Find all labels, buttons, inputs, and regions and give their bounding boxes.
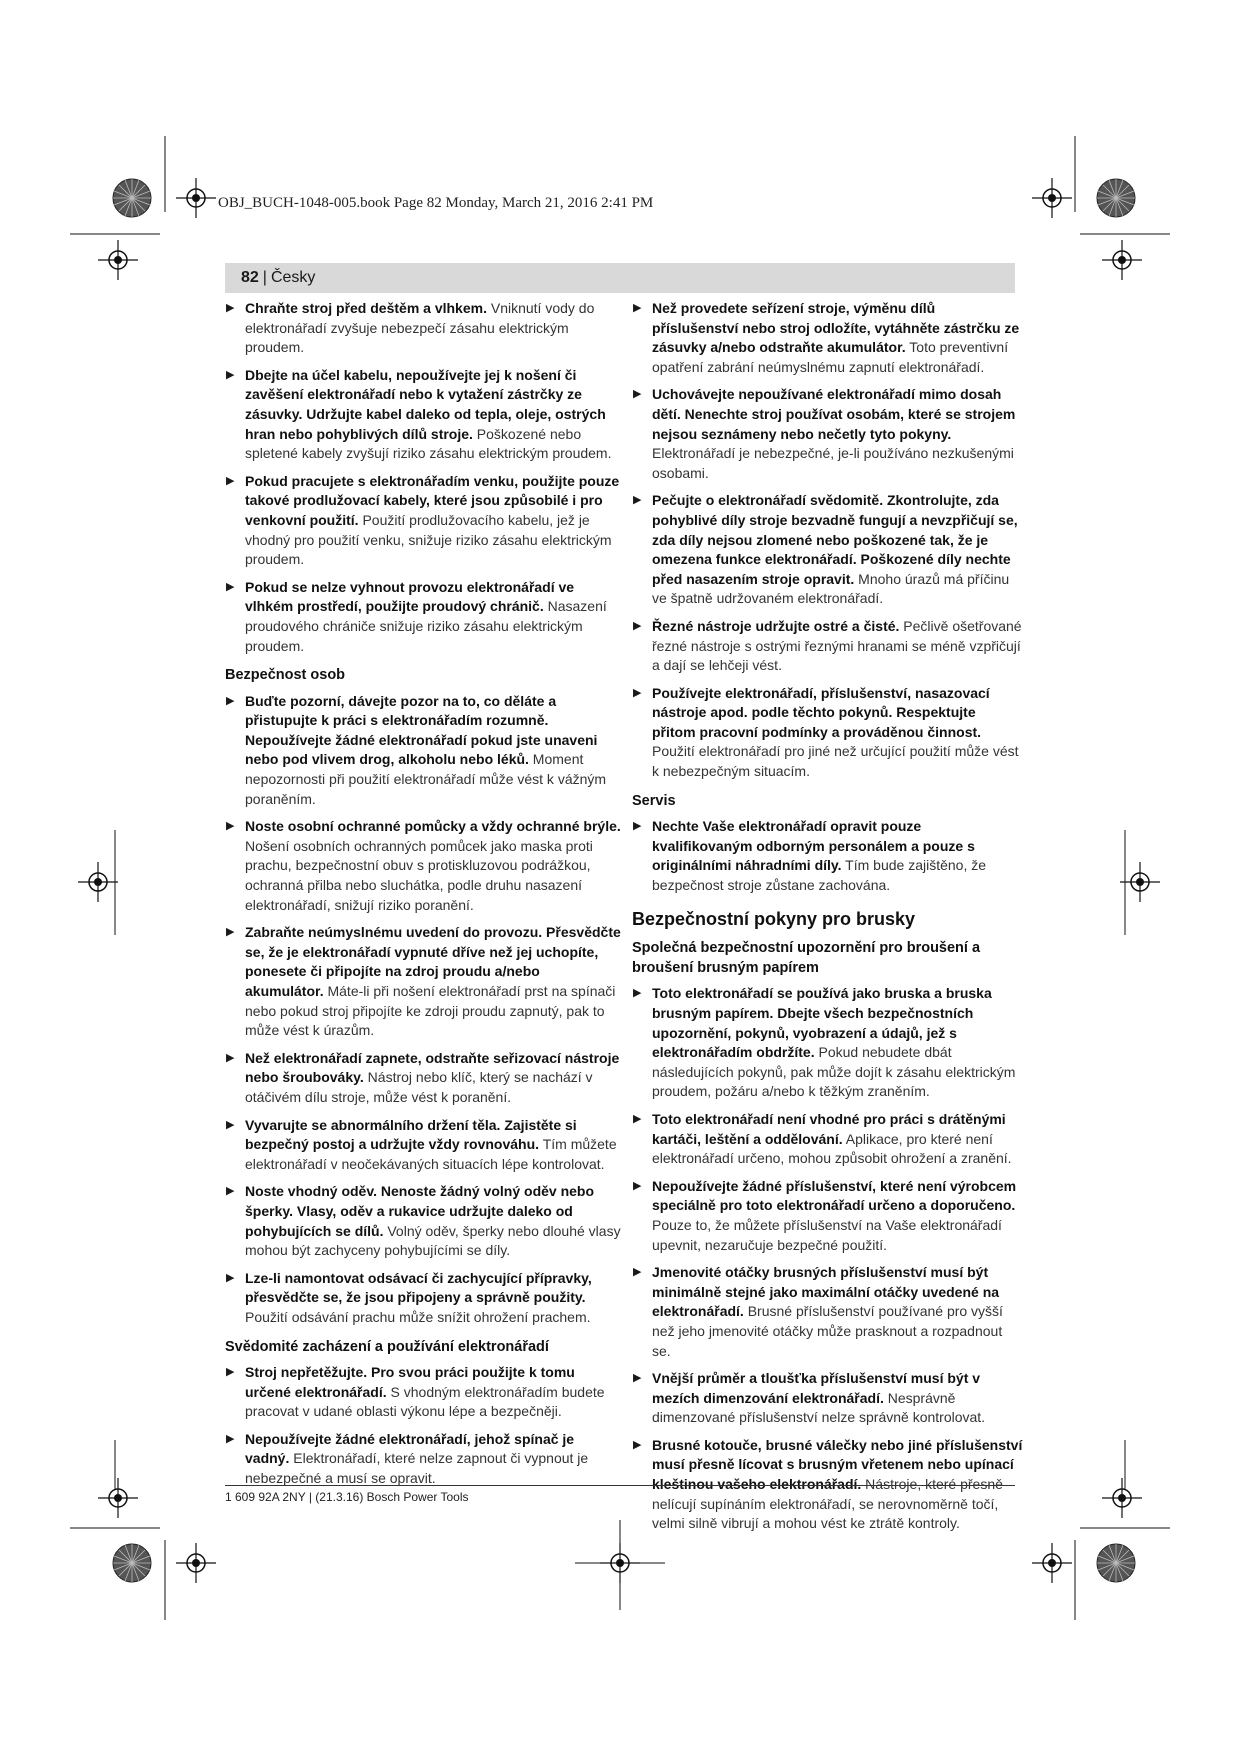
safety-instruction (225, 1116, 621, 1175)
instruction-bold: Pokud pracujete s elektronářadím venku, použijte pouze takové prodlužovací kabely, které jsou způsobilé i pro venkovní použití. (245, 472, 620, 528)
registration-cross-icon (1102, 1478, 1142, 1518)
instruction-text: S vhodným elektronářadím budete pracovat v udané oblasti výkonu lépe a bezpečněji. (245, 1383, 605, 1420)
instruction-text: Nástroj nebo klíč, který se nachází v otáčivém dílu stroje, může vést k poranění. (245, 1069, 593, 1105)
section-title-grinders: Bezpečnostní pokyny pro brusky (632, 908, 916, 929)
instruction-text: Tím můžete elektronářadí v neočekávaných situacích lépe kontrolovat. (245, 1136, 617, 1172)
instruction-text: Nasazení proudového chrániče snižuje riziko zásahu elektrickým proudem. (245, 598, 607, 654)
safety-instruction (225, 1182, 621, 1260)
left-items-tool-use (225, 1363, 621, 1489)
right-items-tool-use (632, 299, 1023, 782)
safety-instruction (632, 1263, 1023, 1361)
instruction-bold: Stroj nepřetěžujte. Pro svou práci použijte k tomu určené elektronářadí. (245, 1364, 575, 1400)
safety-instruction (632, 984, 1023, 1102)
instruction-text: Nošení osobních ochranných pomůcek jako maska proti prachu, bezpečnostní obuv s protiskluzovou podrážkou, ochranná přilba nebo sluchátka, podle druhu nasazení elektronářadí, snižují riziko poranění. (245, 837, 593, 913)
right-items-service (632, 817, 1023, 895)
instruction-bold: Lze-li namontovat odsávací či zachycující přípravky, přesvědčte se, že jsou připojeny a správně použity. (245, 1269, 592, 1306)
safety-instruction (225, 817, 621, 915)
instruction-text: Nesprávně dimenzované příslušenství nelze správně kontrolovat. (652, 1389, 986, 1426)
left-items-general (225, 299, 621, 656)
instruction-text: Nástroje, které přesně nelícují supínáním elektronářadí, se nerovnoměrně točí, velmi silně vibrují a mohou vést ke ztrátě kontroly. (652, 1476, 1003, 1532)
safety-instruction (632, 1177, 1023, 1255)
safety-instruction (632, 299, 1023, 377)
instruction-bold: Nepoužívejte žádné příslušenství, které není výrobcem speciálně pro toto elektronářadí určeno a doporučeno. (652, 1177, 1017, 1214)
safety-instruction (632, 385, 1023, 483)
header-language: Česky (270, 269, 316, 286)
safety-instruction (225, 299, 621, 358)
instruction-bold: Než provedete seřízení stroje, výměnu dílů příslušenství nebo stroj odložíte, vytáhněte zástrčku ze zásuvky a/nebo odstraňte akumulátor. (652, 300, 1020, 356)
registration-cross-icon (176, 1543, 216, 1583)
page-header (225, 263, 1015, 293)
instruction-bold: Dbejte na účel kabelu, nepoužívejte jej k nošení či zavěšení elektronářadí nebo k vytažení zástrčky ze zásuvky. Udržujte kabel daleko od tepla, oleje, ostrých hran nebo pohyblivých dílů stroje. (245, 366, 606, 442)
safety-instruction (632, 1369, 1023, 1428)
safety-instruction (225, 923, 621, 1041)
safety-instruction (225, 366, 621, 464)
registration-cross-icon (1032, 1543, 1072, 1583)
safety-instruction (225, 578, 621, 656)
heading-tool-use: Svědomité zacházení a používání elektronářadí (225, 1338, 549, 1355)
safety-instruction (632, 1110, 1023, 1169)
instruction-bold: Než elektronářadí zapnete, odstraňte seřizovací nástroje nebo šroubováky. (245, 1049, 620, 1086)
registration-cross-icon (176, 178, 216, 218)
instruction-bold: Noste osobní ochranné pomůcky a vždy ochranné brýle. (245, 818, 621, 835)
safety-instruction (632, 684, 1023, 782)
instruction-bold: Pečujte o elektronářadí svědomitě. Zkontrolujte, zda pohyblivé díly stroje bezvadně fungují a nevzpřičují se, zda díly nejsou zlomené nebo poškozené tak, že je omezena funkce elektronářadí. Poškozené díly nechte před nasazením stroje opravit. (652, 492, 1018, 587)
instruction-bold: Jmenovité otáčky brusných příslušenství musí být minimálně stejné jako maximální otáčky uvedené na elektronářadí. (652, 1264, 1000, 1320)
registration-cross-icon (78, 862, 118, 902)
footer-rule (225, 1485, 1015, 1486)
instruction-text: Moment nepozornosti při použití elektronářadí může vést k vážným poraněním. (245, 751, 607, 807)
instruction-bold: Noste vhodný oděv. Nenoste žádný volný oděv nebo šperky. Vlasy, oděv a rukavice udržujte daleko od pohybujících se dílů. (245, 1183, 595, 1239)
safety-instruction (225, 1049, 621, 1108)
registration-cross-icon (1102, 240, 1142, 280)
instruction-text: Pečlivě ošetřované řezné nástroje s ostrými řeznými hranami se méně vzpřičují a dají se lehčeji vést. (652, 617, 1022, 674)
heading-common-warnings: Společná bezpečnostní upozornění pro broušení a broušení brusným papírem (632, 940, 981, 976)
safety-instruction (225, 472, 621, 570)
instruction-bold: Vnější průměr a tloušťka příslušenství musí být v mezích dimenzování elektronářadí. (652, 1370, 981, 1406)
left-column (225, 299, 621, 1497)
instruction-text: Máte-li při nošení elektronářadí prst na spínači nebo pokud stroj připojíte ke zdroji proudu zapnutý, pak to může vést k úrazům. (245, 983, 616, 1039)
instruction-text: Pouze to, že můžete příslušenství na Vaše elektronářadí upevnit, nezaručuje bezpečné použití. (652, 1216, 1002, 1253)
instruction-text: Použití elektronářadí pro jiné než určující použití může vést k nebezpečným situacím. (652, 743, 1019, 780)
instruction-text: Brusné příslušenství používané pro vyšší než jeho jmenovité otáčky může prasknout a rozpadnout se. (652, 1303, 1003, 1359)
instruction-text: Vniknutí vody do elektronářadí zvyšuje nebezpečí zásahu elektrickým proudem. (245, 300, 595, 356)
heading-service: Servis (632, 792, 676, 809)
instruction-bold: Pokud se nelze vyhnout provozu elektronářadí ve vlhkém prostředí, použijte proudový chránič. (245, 578, 575, 615)
instruction-text: Poškozené nebo spletené kabely zvyšují riziko zásahu elektrickým proudem. (245, 425, 612, 462)
footer-text: 1 609 92A 2NY | (21.3.16) Bosch Power Tools (225, 1490, 469, 1504)
registration-cross-icon (98, 240, 138, 280)
safety-instruction (632, 817, 1023, 895)
registration-cross-icon (1120, 862, 1160, 902)
instruction-text: Použití odsávání prachu může snížit ohrožení prachem. (245, 1308, 591, 1325)
left-items-personal-safety (225, 692, 621, 1328)
registration-wheel-icon (113, 1544, 151, 1582)
instruction-text: Mnoho úrazů má příčinu ve špatně udržovaném elektronářadí. (652, 570, 1010, 607)
safety-instruction (632, 491, 1023, 609)
instruction-bold: Řezné nástroje udržujte ostré a čisté. (652, 617, 900, 634)
header-separator: | (262, 269, 267, 286)
instruction-bold: Brusné kotouče, brusné válečky nebo jiné příslušenství musí přesně lícovat s brusným vřetenem nebo upínací kleštinou vašeho elektronářadí. (652, 1436, 1023, 1493)
instruction-text: Elektronářadí je nebezpečné, je-li používáno nezkušenými osobami. (652, 445, 1014, 481)
safety-instruction (225, 692, 621, 810)
print-info-line: OBJ_BUCH-1048-005.book Page 82 Monday, March 21, 2016 2:41 PM (218, 195, 654, 211)
instruction-text: Aplikace, pro které není elektronářadí určeno, mohou způsobit ohrožení a zranění. (652, 1130, 1012, 1167)
instruction-text: Toto preventivní opatření zabrání neúmyslnému zapnutí elektronářadí. (652, 339, 1009, 375)
safety-instruction (225, 1430, 621, 1489)
instruction-text: Tím bude zajištěno, že bezpečnost stroje zůstane zachována. (652, 857, 987, 894)
instruction-bold: Buďte pozorní, dávejte pozor na to, co děláte a přistupujte k práci s elektronářadím rozumně. Nepoužívejte žádné elektronářadí pokud jste unaveni nebo pod vlivem drog, alkoholu nebo léků. (245, 692, 598, 768)
safety-instruction (632, 617, 1023, 676)
right-items-grinders (632, 984, 1023, 1533)
safety-instruction (225, 1363, 621, 1422)
instruction-bold: Vyvarujte se abnormálního držení těla. Zajistěte si bezpečný postoj a udržujte vždy rovnováhu. (245, 1116, 577, 1153)
registration-cross-icon (1032, 178, 1072, 218)
instruction-text: Pokud nebudete dbát následujících pokynů, pak může dojít k zásahu elektrickým proudem, požáru a/nebo k těžkým zraněním. (652, 1044, 1016, 1100)
instruction-bold: Toto elektronářadí se používá jako bruska a bruska brusným papírem. Dbejte všech bezpečnostních upozornění, pokynů, vyobrazení a údajů, jež s elektronářadím obdržíte. (652, 985, 992, 1061)
instruction-bold: Chraňte stroj před deštěm a vlhkem. (245, 300, 487, 316)
heading-personal-safety: Bezpečnost osob (225, 667, 346, 684)
instruction-text: Volný oděv, šperky nebo dlouhé vlasy mohou být zachyceny pohybujícími se díly. (245, 1222, 621, 1259)
safety-instruction (225, 1269, 621, 1328)
instruction-bold: Toto elektronářadí není vhodné pro práci s drátěnými kartáči, leštění a oddělování. (652, 1110, 1006, 1147)
registration-wheel-icon (1097, 179, 1135, 217)
instruction-bold: Nechte Vaše elektronářadí opravit pouze kvalifikovaným odborným personálem a pouze s originálními náhradními díly. (652, 818, 975, 874)
registration-wheel-icon (113, 179, 151, 217)
instruction-text: Použití prodlužovacího kabelu, jež je vhodný pro použití venku, snižuje riziko zásahu elektrickým proudem. (245, 511, 612, 568)
registration-wheel-icon (1097, 1544, 1135, 1582)
instruction-bold: Nepoužívejte žádné elektronářadí, jehož spínač je vadný. (245, 1430, 575, 1467)
instruction-bold: Uchovávejte nepoužívané elektronářadí mimo dosah dětí. Nenechte stroj používat osobám, které se strojem nejsou seznámeny nebo nečetly tyto pokyny. (652, 386, 1016, 442)
right-column (632, 299, 1023, 1542)
instruction-text: Elektronářadí, které nelze zapnout či vypnout je nebezpečné a musí se opravit. (245, 1450, 589, 1487)
instruction-bold: Používejte elektronářadí, příslušenství, nasazovací nástroje apod. podle těchto pokynů. Respektujte přitom pracovní podmínky a prováděnou činnost. (652, 684, 990, 740)
instruction-bold: Zabraňte neúmyslnému uvedení do provozu. Přesvědčte se, že je elektronářadí vypnuté dříve než jej uchopíte, ponesete či připojíte na zdroj proudu a/nebo akumulátor. (245, 924, 621, 999)
page-number: 82 (241, 269, 259, 286)
registration-cross-icon (98, 1478, 138, 1518)
